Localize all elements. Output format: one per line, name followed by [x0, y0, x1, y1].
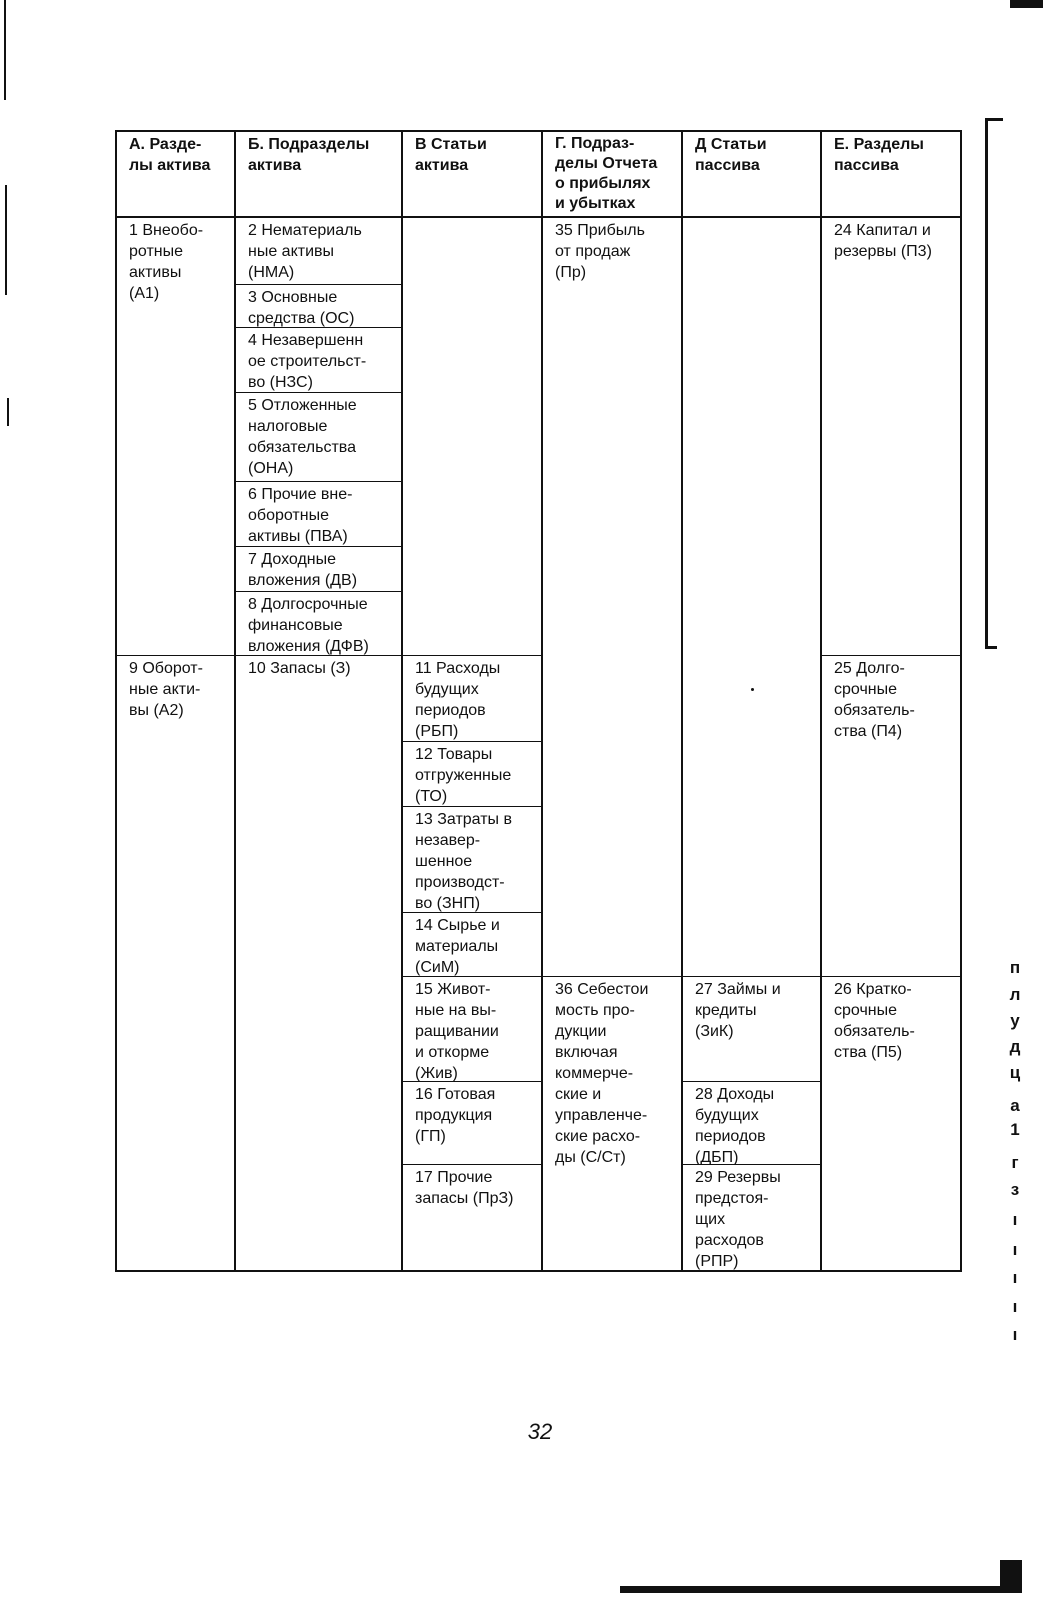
header-col-v: В Статьи актива	[415, 136, 487, 174]
asset-item-prz: 17 Прочие запасы (ПрЗ)	[415, 1169, 514, 1207]
scan-line-left-3	[7, 398, 9, 426]
asset-section-a2: 9 Оборот- ные акти- вы (А2)	[129, 660, 203, 719]
margin-letter: з	[1010, 1180, 1020, 1199]
asset-item-sim: 14 Сырье и материалы (СиМ)	[415, 917, 500, 976]
margin-letter: г	[1011, 1153, 1019, 1172]
margin-letter: ı	[1012, 1325, 1018, 1344]
header-col-b: Б. Подразделы актива	[248, 136, 370, 174]
scan-line-left-1	[4, 0, 6, 100]
liability-item-rpr: 29 Резервы предстоя- щих расходов (РПР)	[695, 1169, 781, 1270]
liability-section-p5: 26 Кратко- срочные обязатель- ства (П5)	[834, 981, 915, 1061]
margin-letter: ı	[1012, 1240, 1018, 1259]
asset-subsection-nma: 2 Нематериаль ные активы (НМА)	[248, 222, 362, 281]
margin-letter: ц	[1009, 1063, 1021, 1082]
scan-mark-bottom-end	[1000, 1560, 1022, 1593]
asset-item-znp: 13 Затраты в незавер- шенное производст- во (ЗНП)	[415, 811, 512, 912]
header-col-g: Г. Подраз- делы Отчета о прибылях и убытках	[555, 135, 658, 212]
liability-section-p4: 25 Долго- срочные обязатель- ства (П4)	[834, 660, 915, 740]
margin-letter: 1	[1010, 1120, 1020, 1139]
liability-item-dbp: 28 Доходы будущих периодов (ДБП)	[695, 1086, 775, 1164]
income-subsection-sst: 36 Себестои мость про- дукции включая коммерче- ские и управленче- ские расхо- ды (С/Ст)	[555, 981, 649, 1166]
scan-bracket-right-tick-top	[985, 118, 1003, 121]
asset-subsection-os: 3 Основные средства (ОС)	[248, 289, 355, 327]
asset-item-to: 12 Товары отгруженные (ТО)	[415, 746, 512, 805]
asset-subsection-nzs: 4 Незавершенн ое строительст- во (НЗС)	[248, 332, 367, 391]
header-col-d: Д Статьи пассива	[695, 136, 767, 174]
liability-section-p3: 24 Капитал и резервы (П3)	[834, 222, 932, 260]
header-col-e: Е. Разделы пассива	[834, 136, 924, 174]
asset-subsection-ona: 5 Отложенные налоговые обязательства (ОНА)	[248, 397, 357, 477]
scan-bracket-right-tick-bottom	[985, 646, 997, 649]
margin-letter: ı	[1012, 1210, 1018, 1229]
page-number: 32	[527, 1419, 553, 1444]
scan-mark-top-right	[1010, 0, 1043, 8]
stray-dot	[751, 688, 754, 691]
margin-letter: п	[1009, 958, 1021, 977]
asset-subsection-dv: 7 Доходные вложения (ДВ)	[248, 551, 358, 589]
asset-subsection-zapasy: 10 Запасы (З)	[248, 660, 351, 677]
asset-subsection-pva: 6 Прочие вне- оборотные активы (ПВА)	[248, 486, 353, 545]
asset-section-a1: 1 Внеобо- ротные активы (А1)	[129, 222, 204, 302]
liability-item-zik: 27 Займы и кредиты (ЗиК)	[695, 981, 781, 1040]
margin-letter: ı	[1012, 1297, 1018, 1316]
asset-item-zhiv: 15 Живот- ные на вы- ращивании и откорме (Жив)	[415, 981, 499, 1081]
scan-bracket-right-top	[985, 118, 988, 648]
scan-mark-bottom	[620, 1586, 1010, 1593]
header-col-a: А. Разде- лы актива	[129, 136, 211, 174]
margin-letter: л	[1009, 985, 1021, 1004]
margin-letter: а	[1010, 1096, 1020, 1115]
scan-line-left-2	[5, 185, 7, 295]
margin-letter: д	[1009, 1037, 1021, 1056]
margin-letter: у	[1010, 1011, 1020, 1030]
asset-subsection-dfv: 8 Долгосрочные финансовые вложения (ДФВ)	[248, 596, 369, 655]
asset-item-rbp: 11 Расходы будущих периодов (РБП)	[415, 660, 501, 740]
income-subsection-pr: 35 Прибыль от продаж (Пр)	[555, 222, 645, 281]
margin-letter: ı	[1012, 1268, 1018, 1287]
asset-item-gp: 16 Готовая продукция (ГП)	[415, 1086, 496, 1145]
